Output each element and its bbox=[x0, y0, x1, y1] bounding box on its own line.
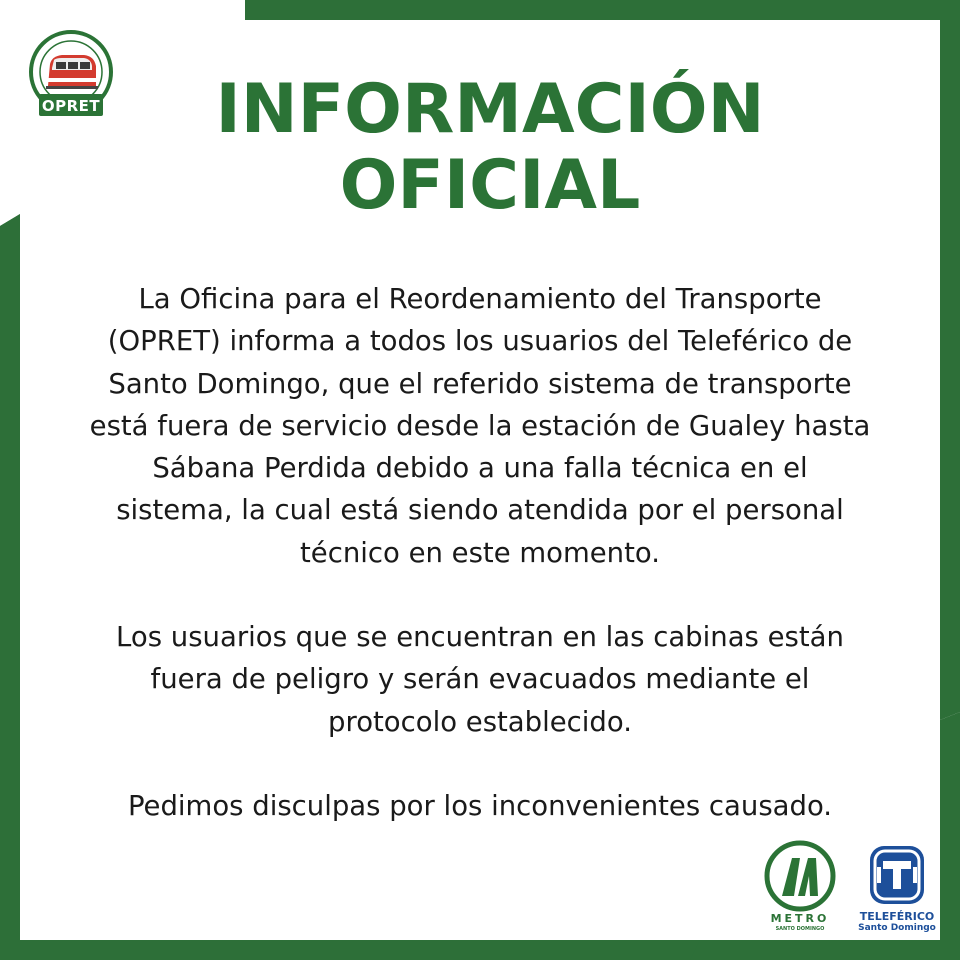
paragraph-3: Pedimos disculpas por los inconvenientes causado. bbox=[127, 789, 833, 822]
paragraph-2-line: fuera de peligro y serán evacuados mediante el bbox=[150, 663, 810, 696]
page-title bbox=[140, 72, 840, 224]
paragraph-2 bbox=[72, 616, 888, 743]
metro-logo bbox=[764, 840, 836, 936]
paragraph-1-line: sistema, la cual está siendo atendida por el personal bbox=[116, 494, 844, 527]
paragraph-1-line: está fuera de servicio desde la estación de Gualey hasta bbox=[89, 409, 871, 442]
paragraph-1-line: La Oficina para el Reordenamiento del Transporte bbox=[138, 283, 822, 315]
teleferico-cabin-icon bbox=[858, 842, 936, 908]
paragraph-1-line: Santo Domingo, que el referido sistema de transporte bbox=[108, 367, 852, 400]
opret-logo-label: OPRET bbox=[41, 97, 101, 115]
teleferico-logo-subtitle: Santo Domingo bbox=[858, 923, 936, 933]
teleferico-logo-name: TELEFÉRICO bbox=[859, 910, 935, 923]
metro-logo-name: METRO bbox=[770, 912, 830, 925]
notice-body bbox=[72, 278, 888, 827]
title-line-1: INFORMACIÓN bbox=[215, 70, 765, 149]
paragraph-1 bbox=[72, 278, 888, 574]
metro-logo-icon bbox=[764, 840, 836, 912]
paragraph-1-line: (OPRET) informa a todos los usuarios del Teleférico de bbox=[107, 325, 853, 358]
teleferico-logo bbox=[858, 842, 936, 936]
paragraph-1-line: técnico en este momento. bbox=[300, 536, 660, 569]
metro-logo-subtitle: SANTO DOMINGO bbox=[775, 926, 825, 932]
title-line-2: OFICIAL bbox=[339, 146, 641, 225]
paragraph-2-line: Los usuarios que se encuentran en las cabinas están bbox=[116, 621, 844, 654]
opret-logo bbox=[28, 28, 114, 120]
paragraph-1-line: Sábana Perdida debido a una falla técnica en el bbox=[152, 452, 808, 485]
paragraph-2-line: protocolo establecido. bbox=[328, 705, 632, 738]
